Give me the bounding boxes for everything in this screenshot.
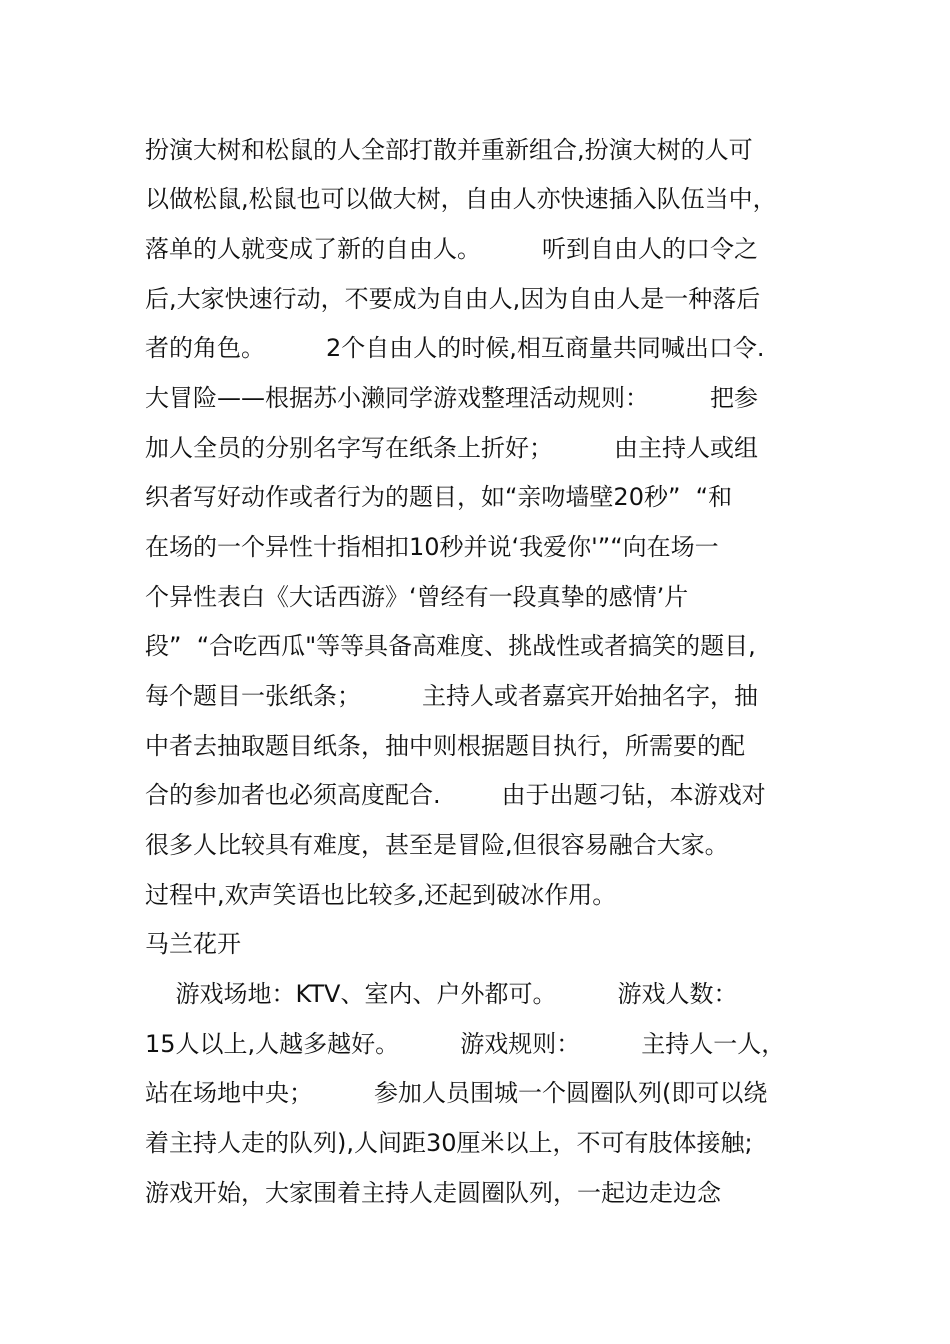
paragraph-line: 过程中,欢声笑语也比较多,还起到破冰作用。	[145, 881, 617, 909]
paragraph-line: 扮演大树和松鼠的人全部打散并重新组合,扮演大树的人可	[145, 136, 753, 164]
paragraph-line: 落单的人就变成了新的自由人。 听到自由人的口令之	[145, 235, 759, 263]
section-heading: 马兰花开	[145, 930, 241, 958]
paragraph-line: 游戏场地：KTV、室内、户外都可。 游戏人数：	[145, 980, 738, 1008]
paragraph-line: 个异性表白《大话西游》‘曾经有一段真挚的感情’片	[145, 583, 689, 611]
paragraph-line: 游戏开始，大家围着主持人走圆圈队列，一起边走边念	[145, 1179, 721, 1207]
paragraph-line: 站在场地中央； 参加人员围城一个圆圈队列(即可以绕	[145, 1079, 768, 1107]
paragraph-line: 者的角色。 2个自由人的时候,相互商量共同喊出口令.	[145, 334, 765, 362]
paragraph-line: 加人全员的分别名字写在纸条上折好； 由主持人或组	[145, 434, 759, 462]
paragraph-line: 着主持人走的队列),人间距30厘米以上，不可有肢体接触;	[145, 1129, 753, 1157]
paragraph-line: 大冒险——根据苏小濑同学游戏整理活动规则： 把参	[145, 384, 759, 412]
paragraph-line: 很多人比较具有难度，甚至是冒险,但很容易融合大家。	[145, 831, 729, 859]
paragraph-line: 在场的一个异性十指相扣10秒并说‘我爱你'”“向在场一	[145, 533, 719, 561]
paragraph-line: 合的参加者也必须高度配合. 由于出题刁钻，本游戏对	[145, 781, 766, 809]
paragraph-line: 中者去抽取题目纸条，抽中则根据题目执行，所需要的配	[145, 732, 745, 760]
paragraph-line: 后,大家快速行动，不要成为自由人,因为自由人是一种落后	[145, 285, 761, 313]
paragraph-line: 段” “合吃西瓜"等等具备高难度、挑战性或者搞笑的题目,	[145, 632, 756, 660]
paragraph-line: 每个题目一张纸条； 主持人或者嘉宾开始抽名字，抽	[145, 682, 759, 710]
paragraph-line: 以做松鼠,松鼠也可以做大树，自由人亦快速插入队伍当中，	[145, 185, 777, 213]
paragraph-line: 织者写好动作或者行为的题目，如“亲吻墙壁20秒” “和	[145, 483, 733, 511]
paragraph-line: 15人以上,人越多越好。 游戏规则： 主持人一人，	[145, 1030, 786, 1058]
